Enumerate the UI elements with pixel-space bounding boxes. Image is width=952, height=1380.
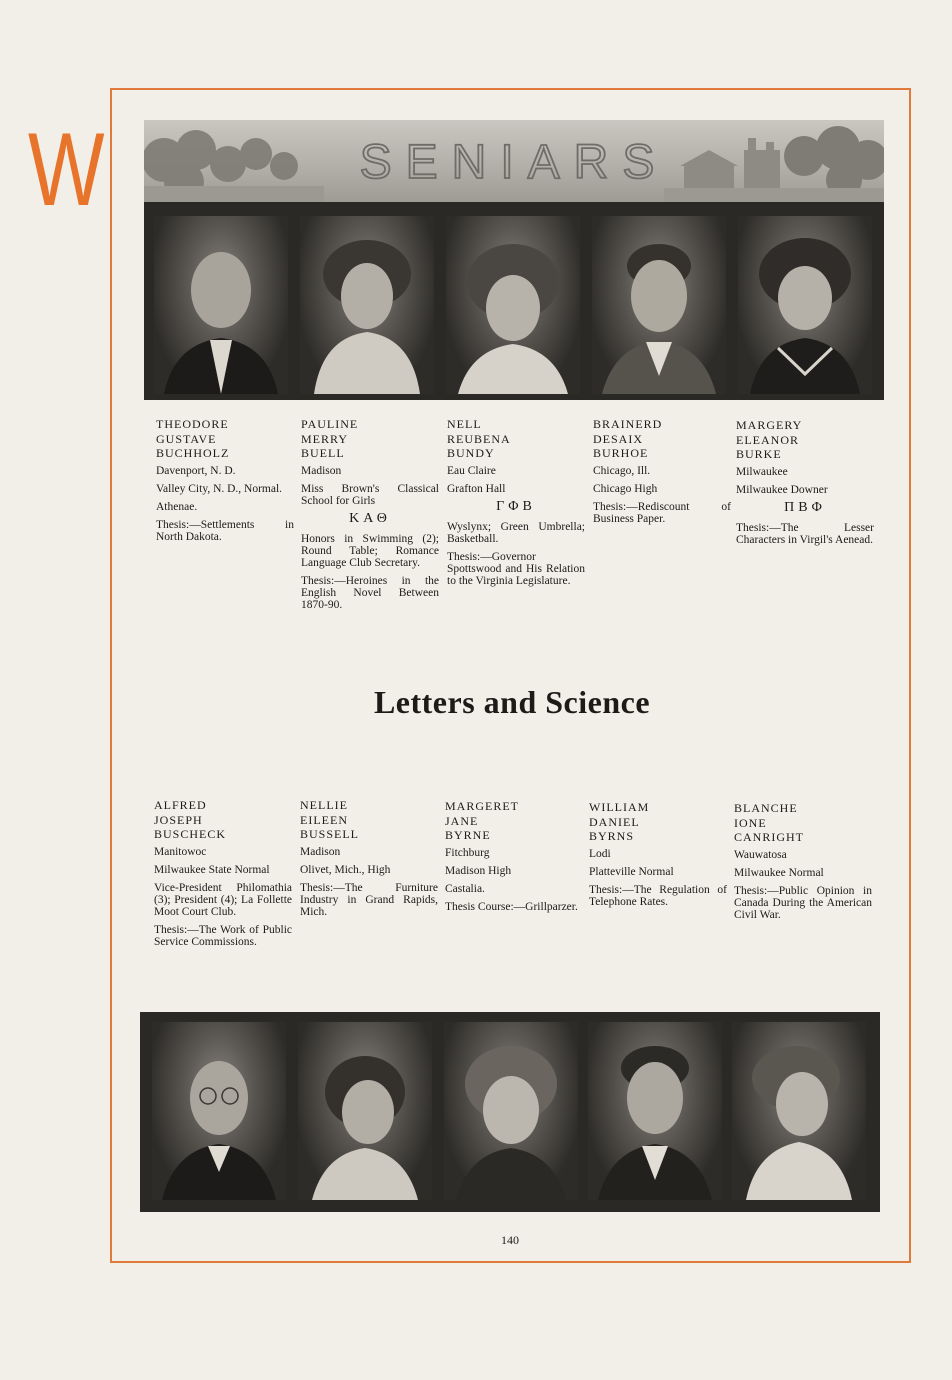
- hometown: Chicago, Ill.: [593, 464, 651, 477]
- name-line: PAULINE: [301, 417, 359, 431]
- entry-detail: Milwaukee Downer: [736, 483, 828, 496]
- entry-detail: Olivet, Mich., High: [300, 863, 391, 876]
- entry-detail: Honors in Swimming (2); Round Table; Romance Language Club Secretary.: [301, 532, 439, 569]
- entry-detail: Chicago High: [593, 482, 658, 495]
- banner-title: SENIARS: [359, 136, 669, 189]
- entry-detail: Thesis:—The Furniture Industry in Grand Rapids, Mich.: [300, 881, 438, 918]
- section-title: Letters and Science: [373, 684, 651, 720]
- entry-detail: Thesis:—Governor Spottswood and His Relation to the Virginia Legislature.: [447, 550, 585, 587]
- portrait-silhouette: [154, 216, 288, 394]
- top-photo-strip: [144, 202, 884, 400]
- portrait-photo: [588, 1022, 722, 1200]
- name-line: DESAIX: [593, 431, 643, 446]
- student-name: [447, 417, 585, 461]
- name-line: CANRIGHT: [734, 830, 804, 844]
- senior-entry-bundy: [447, 417, 585, 593]
- senior-entry-buscheck: [154, 798, 292, 954]
- entry-detail: Grafton Hall: [447, 482, 506, 495]
- entry-detail: Thesis:—Public Opinion in Canada During the American Civil War.: [734, 884, 872, 921]
- senior-entry-buchholz: [156, 417, 294, 549]
- name-line: BUNDY: [447, 446, 495, 460]
- entry-detail: Athenae.: [156, 500, 198, 513]
- name-line: JANE: [445, 813, 479, 828]
- entry-detail: Milwaukee State Normal: [154, 863, 270, 876]
- student-name: [154, 798, 292, 842]
- portrait-photo: [444, 1022, 578, 1200]
- student-name: [736, 418, 874, 462]
- name-line: BUELL: [301, 446, 345, 460]
- sorority-letters: ΠΒΦ: [784, 499, 826, 515]
- entry-detail: Thesis:—The Regulation of Telephone Rates.: [589, 883, 727, 908]
- name-line: EILEEN: [300, 812, 348, 827]
- portrait-photo: [300, 216, 434, 394]
- hometown: Madison: [300, 845, 341, 858]
- portrait-photo: [152, 1022, 286, 1200]
- hometown: Madison: [301, 464, 342, 477]
- hometown: Lodi: [589, 847, 611, 860]
- page-number: 140: [501, 1233, 519, 1247]
- senior-entry-bussell: [300, 798, 438, 924]
- entry-detail: Wyslynx; Green Umbrella; Basketball.: [447, 520, 585, 545]
- hometown: Manitowoc: [154, 845, 207, 858]
- entry-detail: Milwaukee Normal: [734, 866, 824, 879]
- name-line: WILLIAM: [589, 800, 650, 814]
- portrait-silhouette: [738, 216, 872, 394]
- portrait-photo: [732, 1022, 866, 1200]
- name-line: THEODORE: [156, 417, 229, 431]
- entry-detail: Thesis:—Rediscount of Business Paper.: [593, 500, 731, 525]
- hometown: Fitchburg: [445, 846, 490, 859]
- decorative-initial-w: W: [28, 112, 102, 228]
- sorority-letters: ΓΦΒ: [496, 498, 536, 514]
- entry-detail: Vice-President Philomathia (3); President (4); La Follette Moot Court Club.: [154, 881, 292, 918]
- entry-detail: Madison High: [445, 864, 512, 877]
- name-line: BUCHHOLZ: [156, 446, 230, 460]
- portrait-photo: [592, 216, 726, 394]
- hometown: Milwaukee: [736, 465, 788, 478]
- banner-artwork: [144, 120, 884, 202]
- name-line: BURHOE: [593, 446, 649, 460]
- entry-detail: Thesis:—Settlements in North Dakota.: [156, 518, 294, 543]
- name-line: REUBENA: [447, 431, 511, 446]
- portrait-silhouette: [298, 1022, 432, 1200]
- entry-detail: Thesis:—Heroines in the English Novel Between 1870-90.: [301, 574, 439, 611]
- name-line: BYRNE: [445, 828, 491, 842]
- student-name: [156, 417, 294, 461]
- name-line: BUSCHECK: [154, 827, 227, 841]
- student-name: [445, 799, 583, 843]
- student-name: [593, 417, 731, 461]
- student-name: [301, 417, 439, 461]
- hometown: Eau Claire: [447, 464, 496, 477]
- portrait-photo: [446, 216, 580, 394]
- hometown: Wauwatosa: [734, 848, 787, 861]
- portrait-silhouette: [732, 1022, 866, 1200]
- senior-entry-burhoe: [593, 417, 731, 531]
- name-line: ELEANOR: [736, 432, 799, 447]
- portrait-silhouette: [152, 1022, 286, 1200]
- portrait-photo: [298, 1022, 432, 1200]
- bottom-photo-strip: [140, 1012, 880, 1212]
- portrait-silhouette: [446, 216, 580, 394]
- entry-detail: Thesis:—The Work of Public Service Commissions.: [154, 923, 292, 948]
- portrait-silhouette: [592, 216, 726, 394]
- name-line: MARGERET: [445, 799, 519, 813]
- senior-entry-byrne: [445, 799, 583, 919]
- portrait-silhouette: [300, 216, 434, 394]
- name-line: IONE: [734, 815, 767, 830]
- name-line: GUSTAVE: [156, 431, 217, 446]
- name-line: BRAINERD: [593, 417, 663, 431]
- student-name: [589, 800, 727, 844]
- senior-entry-burke: [736, 418, 874, 552]
- name-line: DANIEL: [589, 814, 640, 829]
- name-line: BURKE: [736, 447, 782, 461]
- name-line: NELLIE: [300, 798, 348, 812]
- sorority-letters: ΚΑΘ: [349, 510, 391, 526]
- entry-detail: Thesis:—The Lesser Characters in Virgil's Aenead.: [736, 521, 874, 546]
- hometown: Davenport, N. D.: [156, 464, 236, 477]
- entry-detail: Platteville Normal: [589, 865, 674, 878]
- entry-detail: Valley City, N. D., Normal.: [156, 482, 283, 495]
- name-line: MERRY: [301, 431, 349, 446]
- name-line: MARGERY: [736, 418, 803, 432]
- senior-entry-buell: [301, 417, 439, 617]
- senior-entry-byrns: [589, 800, 727, 914]
- name-line: NELL: [447, 417, 482, 431]
- name-line: ALFRED: [154, 798, 207, 812]
- name-line: JOSEPH: [154, 812, 203, 827]
- name-line: BUSSELL: [300, 827, 360, 841]
- entry-detail: Thesis Course:—Grillparzer.: [445, 900, 578, 913]
- entry-detail: Miss Brown's Classical School for Girls: [301, 482, 439, 507]
- entry-detail: Castalia.: [445, 882, 485, 895]
- portrait-silhouette: [588, 1022, 722, 1200]
- portrait-photo: [738, 216, 872, 394]
- senior-entry-canright: [734, 801, 872, 927]
- student-name: [734, 801, 872, 845]
- name-line: BLANCHE: [734, 801, 798, 815]
- name-line: BYRNS: [589, 829, 635, 843]
- portrait-silhouette: [444, 1022, 578, 1200]
- student-name: [300, 798, 438, 842]
- seniors-banner: [144, 120, 884, 202]
- portrait-photo: [154, 216, 288, 394]
